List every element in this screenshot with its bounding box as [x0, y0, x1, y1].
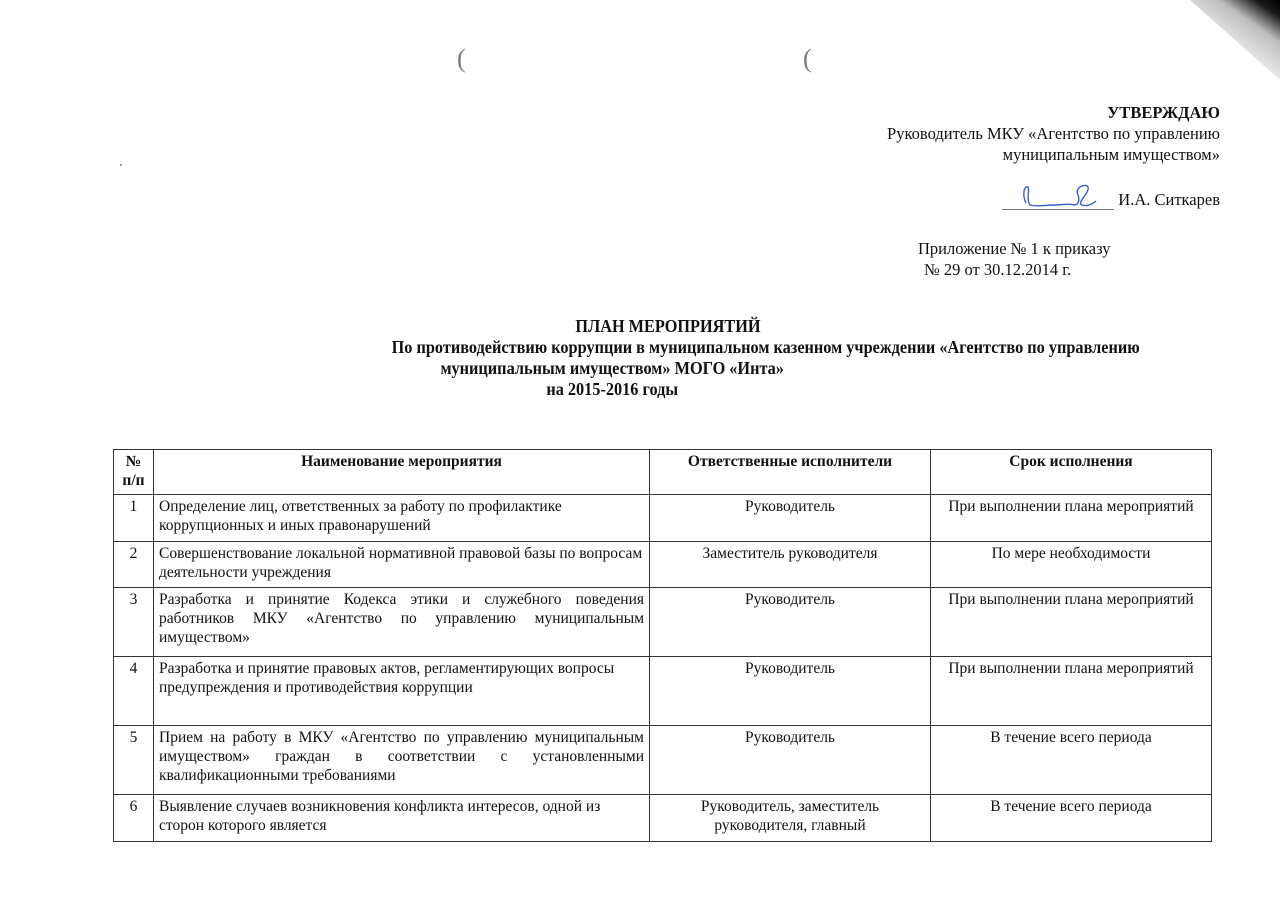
binder-hole-mark-left: ( [457, 44, 466, 73]
row-name: Совершенствование локальной нормативной правовой базы по вопросам деятельности учреждения [154, 542, 650, 588]
signature-line [1002, 179, 1114, 210]
annex-line2: № 29 от 30.12.2014 г. [924, 260, 1072, 279]
row-num: 2 [114, 542, 154, 588]
approval-position-line2: муниципальным имуществом» [1002, 145, 1220, 164]
table-header-row [114, 450, 1212, 495]
approval-block [887, 102, 1220, 165]
header-num: № п/п [114, 450, 154, 495]
header-responsible: Ответственные исполнители [650, 450, 931, 495]
heading-subtitle-line1: По противодействию коррупции в муниципальном казенном учреждении «Агентство по управлению [391, 337, 1140, 357]
row-name: Разработка и принятие Кодекса этики и служебного поведения работников МКУ «Агентство по управлению муниципальным имуществом» [154, 588, 650, 657]
row-name: Разработка и принятие правовых актов, регламентирующих вопросы предупреждения и противодействия коррупции [154, 657, 650, 726]
row-deadline: В течение всего периода [931, 726, 1212, 795]
binder-hole-mark-right: ( [803, 44, 812, 73]
row-name: Определение лиц, ответственных за работу по профилактике коррупционных и иных правонарушений [154, 495, 650, 542]
annex-reference [918, 238, 1111, 280]
scan-speck [120, 164, 122, 166]
row-responsible: Заместитель руководителя [650, 542, 931, 588]
row-deadline: В течение всего периода [931, 795, 1212, 842]
row-deadline: При выполнении плана мероприятий [931, 495, 1212, 542]
row-responsible: Руководитель [650, 588, 931, 657]
heading-period: на 2015-2016 годы [546, 379, 679, 399]
row-num: 6 [114, 795, 154, 842]
row-responsible: Руководитель [650, 495, 931, 542]
row-responsible: Руководитель [650, 726, 931, 795]
row-responsible: Руководитель, заместитель руководителя, главный [650, 795, 931, 842]
row-num: 5 [114, 726, 154, 795]
heading-title: ПЛАН МЕРОПРИЯТИЙ [575, 316, 761, 336]
row-deadline: По мере необходимости [931, 542, 1212, 588]
table-row [114, 495, 1212, 542]
table-row [114, 657, 1212, 726]
row-num: 1 [114, 495, 154, 542]
row-num: 3 [114, 588, 154, 657]
table-row [114, 588, 1212, 657]
row-name: Выявление случаев возникновения конфликта интересов, одной из сторон которого является [154, 795, 650, 842]
row-responsible: Руководитель [650, 657, 931, 726]
approval-title: УТВЕРЖДАЮ [1107, 103, 1220, 122]
annex-line1: Приложение № 1 к приказу [918, 239, 1111, 258]
measures-table [113, 449, 1212, 842]
table-row [114, 726, 1212, 795]
row-num: 4 [114, 657, 154, 726]
document-heading [140, 316, 1196, 400]
table-row [114, 795, 1212, 842]
signer-name: И.А. Ситкарев [1118, 190, 1220, 209]
header-deadline: Срок исполнения [931, 450, 1212, 495]
row-name: Прием на работу в МКУ «Агентство по управлению муниципальным имуществом» граждан в соответствии с установленными квалификационными требованиями [154, 726, 650, 795]
heading-subtitle-line2: муниципальным имуществом» МОГО «Инта» [440, 358, 784, 378]
handwritten-signature [1016, 181, 1106, 211]
table-row [114, 542, 1212, 588]
row-deadline: При выполнении плана мероприятий [931, 657, 1212, 726]
header-name: Наименование мероприятия [154, 450, 650, 495]
signature-row [1002, 176, 1220, 210]
approval-position-line1: Руководитель МКУ «Агентство по управлению [887, 124, 1220, 143]
folded-page-corner [1190, 0, 1280, 80]
row-deadline: При выполнении плана мероприятий [931, 588, 1212, 657]
